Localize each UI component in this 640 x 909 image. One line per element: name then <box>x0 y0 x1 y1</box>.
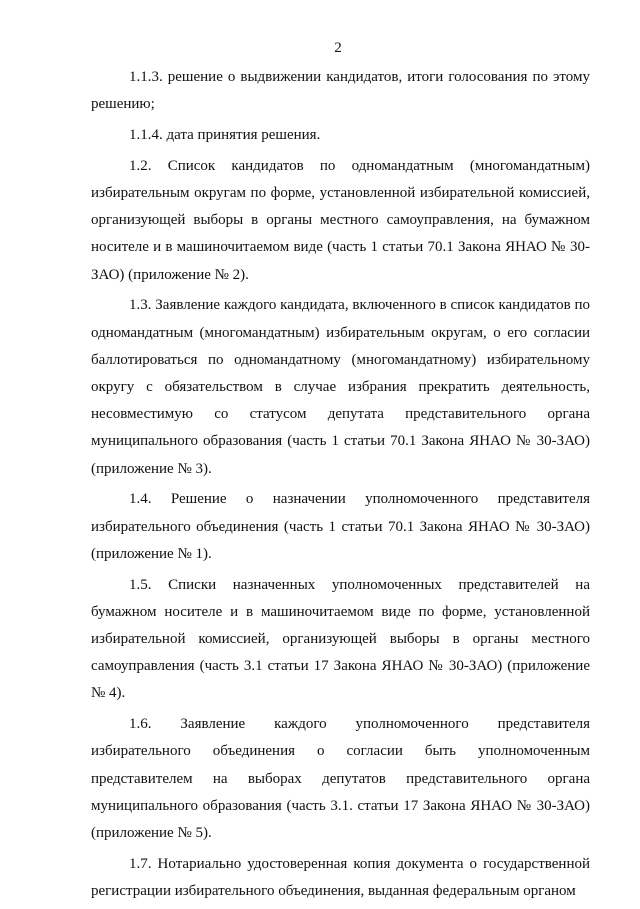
paragraph-1-3: 1.3. Заявление каждого кандидата, включенного в список кандидатов по одномандатным (многомандатным) избирательным округам, о его согласии баллотироваться по одномандатному (многомандатному) избирательному округу с обязательством в случае избрания прекратить деятельность, несовместимую со статусом депутата представительного органа муниципального образования (часть 1 статьи 70.1 Закона ЯНАО № 30-ЗАО) (приложение № 3). <box>91 297 590 477</box>
paragraph-1-5: 1.5. Списки назначенных уполномоченных представителей на бумажном носителе и в машиночитаемом виде по форме, установленной избирательной комиссией, организующей выборы в органы местного самоуправления (часть 3.1 статьи 17 Закона ЯНАО № 30-ЗАО) (приложение № 4). <box>91 576 590 702</box>
paragraph-1-6: 1.6. Заявление каждого уполномоченного представителя избирательного объединения о согласии быть уполномоченным представителем на выборах депутатов представительного органа муниципального образования (часть 3.1. статьи 17 Закона ЯНАО № 30-ЗАО) (приложение № 5). <box>91 716 590 842</box>
paragraph-1-4: 1.4. Решение о назначении уполномоченного представителя избирательного объединения (часть 1 статьи 70.1 Закона ЯНАО № 30-ЗАО) (приложение № 1). <box>91 491 590 562</box>
document-body <box>91 64 590 909</box>
page-number: 2 <box>334 40 342 56</box>
paragraph-1-7: 1.7. Нотариально удостоверенная копия документа о государственной регистрации избирательного объединения, выданная федеральным органом <box>91 855 590 900</box>
paragraph-1-1-4: 1.1.4. дата принятия решения. <box>129 127 321 143</box>
paragraph-1-2: 1.2. Список кандидатов по одномандатным (многомандатным) избирательным округам по форме, установленной избирательной комиссией, организующей выборы в органы местного самоуправления, на бумажном носителе и в машиночитаемом виде (часть 1 статьи 70.1 Закона ЯНАО № 30-ЗАО) (приложение № 2). <box>91 157 590 283</box>
paragraph-1-1-3: 1.1.3. решение о выдвижении кандидатов, итоги голосования по этому решению; <box>91 69 590 113</box>
